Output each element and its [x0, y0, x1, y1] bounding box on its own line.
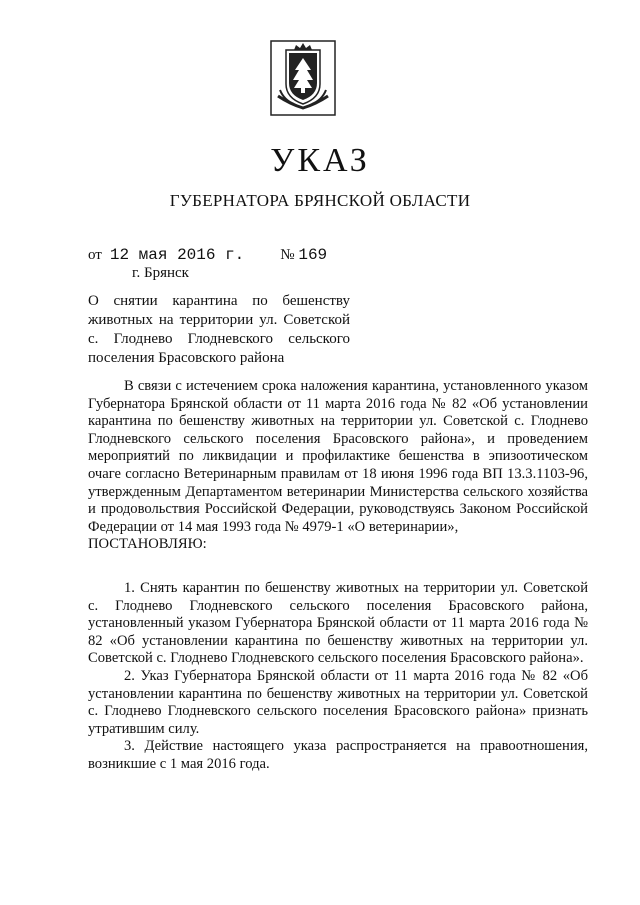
- document-body: [88, 378, 588, 773]
- decree-item: 3. Действие настоящего указа распространяется на правоотношения, возникшие с 1 мая 2016 года.: [88, 738, 588, 772]
- document-subject: [88, 292, 350, 368]
- date-prefix: от: [88, 247, 102, 263]
- document-subtitle: ГУБЕРНАТОРА БРЯНСКОЙ ОБЛАСТИ: [169, 191, 471, 210]
- document-date: 12 мая 2016 г.: [109, 246, 245, 264]
- subject-line: с. Глоднево Глодневского сельского: [88, 331, 350, 347]
- document-number: 169: [298, 246, 328, 264]
- decree-item: 1. Снять карантин по бешенству животных на территории ул. Советской с. Глоднево Глодневского сельского поселения Брасовского района, установленный указом Губернатора Брянской области от 11 марта 2016 года № 82 «Об установлении карантина по бешенству животных на территории ул. Советской с. Глоднево Глодневского сельского поселения Брасовского района».: [88, 579, 588, 667]
- preamble-paragraph: В связи с истечением срока наложения карантина, установленного указом Губернатора Брянской области от 11 марта 2016 года № 82 «Об установлении карантина по бешенству животных на территории ул. Советской с. Глоднево Глодневского сельского поселения Брасовского района», и проведением мероприятий по ликвидации и профилактике бешенства в эпизоотическом очаге согласно Ветеринарным правилам от 18 июня 1996 года ВП 13.3.1103-96, утвержденным Департаментом ветеринарии Министерства сельского хозяйства и продовольствия Российской Федерации, руководствуясь Законом Российской Федерации от 14 мая 1993 года № 4979-1 «О ветеринарии»,: [88, 378, 588, 535]
- coat-of-arms-icon: [270, 40, 336, 116]
- document-city: г. Брянск: [132, 265, 189, 281]
- subject-line: животных на территории ул. Советской: [88, 312, 350, 328]
- subject-line: О снятии карантина по бешенству: [88, 293, 350, 309]
- document-title: УКАЗ: [270, 142, 370, 179]
- number-label: №: [280, 247, 295, 263]
- subject-line: поселения Брасовского района: [88, 350, 285, 366]
- decree-word: ПОСТАНОВЛЯЮ:: [88, 536, 207, 553]
- decree-item: 2. Указ Губернатора Брянской области от 11 марта 2016 года № 82 «Об установлении карантина по бешенству животных на территории ул. Советской с. Глоднево Глодневского сельского поселения Брасовского района» признать утратившим силу.: [88, 667, 588, 737]
- date-number-line: [88, 246, 327, 264]
- decree-items: [88, 580, 588, 774]
